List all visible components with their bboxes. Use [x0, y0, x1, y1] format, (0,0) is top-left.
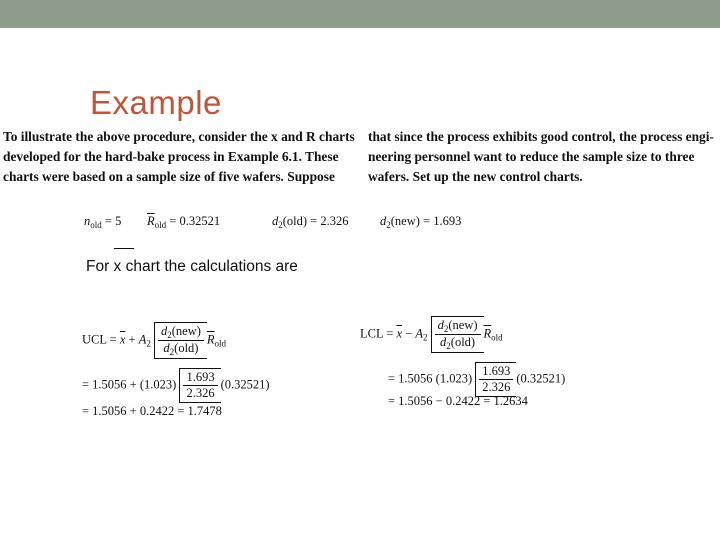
ucl-formula: UCL = $\overline{x} + A_2$ $\frac{d_2(new)}{d_2(old)}$ $\overline{R}_{old}$	[82, 324, 227, 357]
top-accent-bar	[0, 0, 720, 28]
ucl-step1	[82, 368, 270, 403]
lcl-frac-num: 1.693	[479, 364, 513, 380]
paragraph-left-line: charts were based on a sample size of five wafers. Suppose	[3, 169, 335, 184]
lcl-bracket	[431, 316, 484, 353]
given-n-old: $n_{old} = 5$	[84, 214, 122, 230]
ucl-step1-text: = 1.5056 + (1.023)	[82, 377, 177, 392]
xbar-overline-mark	[114, 248, 134, 249]
ucl-label: UCL	[82, 332, 107, 347]
ucl-frac-num: 1.693	[183, 370, 217, 386]
slide-title: Example	[90, 84, 222, 121]
paragraph-right-line: neering personnel want to reduce the sample size to three	[368, 149, 695, 164]
d2-old-value: 2.326	[320, 214, 349, 228]
ucl-step1-tail: (0.32521)	[220, 377, 270, 392]
ucl-d2-ratio: $\frac{d_2(new)}{d_2(old)}$	[158, 324, 204, 357]
given-d2-old: $d_2(old) = 2.326$	[272, 214, 349, 230]
calculation-caption: For x chart the calculations are	[86, 258, 298, 275]
paragraph-left-line: developed for the hard-bake process in Example 6.1. These	[3, 149, 339, 164]
ucl-bracket	[154, 322, 207, 359]
ucl-frac-den: 2.326	[186, 386, 215, 400]
ucl-step2: = 1.5056 + 0.2422 = 1.7478	[82, 404, 222, 418]
lcl-d2-ratio: $\frac{d_2(new)}{d_2(old)}$	[435, 318, 481, 351]
d2-new-value: 1.693	[433, 214, 462, 228]
paragraph-left	[3, 127, 355, 187]
lcl-label: LCL	[360, 326, 384, 341]
lcl-formula: LCL = $\overline{x} - A_2$ $\frac{d_2(new)}{d_2(old)}$ $\overline{R}_{old}$	[360, 318, 503, 351]
given-rbar-old: $\overline{R}_{old} = 0.32521$	[147, 214, 221, 230]
rbar-old-value: 0.32521	[179, 214, 221, 228]
lcl-step1	[388, 362, 565, 397]
lcl-step1-text: = 1.5056 (1.023)	[388, 371, 473, 386]
paragraph-right-line: wafers. Set up the new control charts.	[368, 169, 583, 184]
given-d2-new: $d_2(new) = 1.693$	[380, 214, 462, 230]
paragraph-right	[368, 127, 714, 187]
n-old-value: 5	[115, 214, 122, 228]
lcl-step2: = 1.5056 − 0.2422 = 1.2634	[388, 394, 528, 408]
lcl-frac-den: 2.326	[482, 380, 511, 394]
lcl-step1-tail: (0.32521)	[516, 371, 566, 386]
paragraph-right-line: that since the process exhibits good control, the process engi-	[368, 129, 714, 144]
paragraph-left-line: To illustrate the above procedure, consider the x and R charts	[3, 129, 355, 144]
